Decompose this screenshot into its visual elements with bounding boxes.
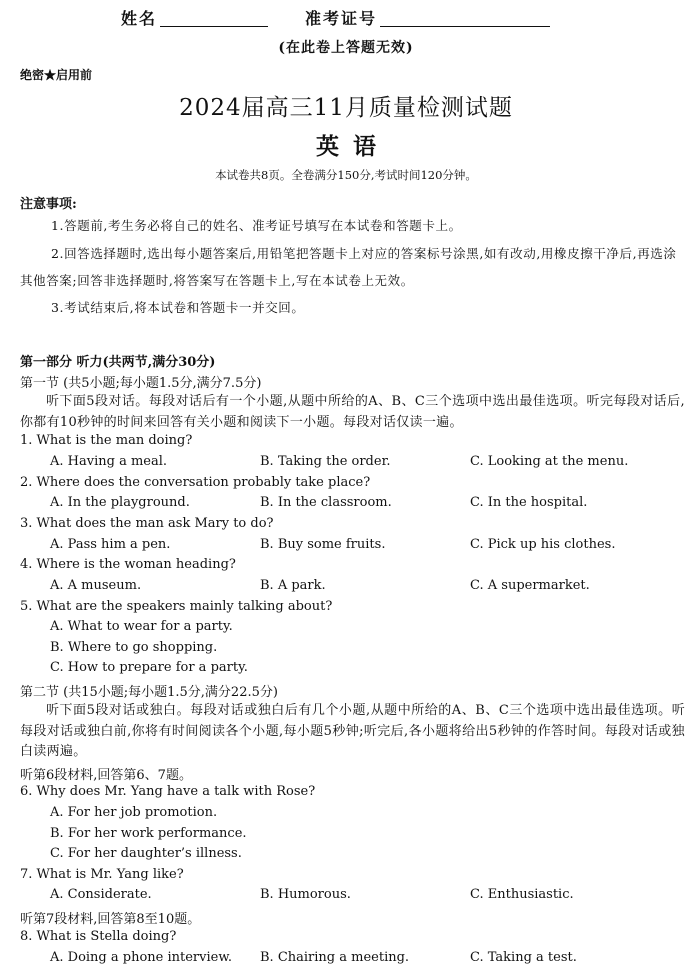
option-b: B. Buy some fruits. xyxy=(260,537,386,552)
option-c: C. Taking a test. xyxy=(470,950,577,965)
question-stem: 4. Where is the woman heading? xyxy=(20,557,236,572)
option-a: A. A museum. xyxy=(50,578,142,593)
question-stem: 8. What is Stella doing? xyxy=(20,929,177,944)
subject-title: 英语 xyxy=(316,133,390,160)
attention-heading: 注意事项: xyxy=(20,197,77,212)
option-a: A. Pass him a pen. xyxy=(50,537,171,552)
option-c: C. In the hospital. xyxy=(470,495,588,510)
option-a: A. For her job promotion. xyxy=(50,805,218,820)
name-label: 姓名 xyxy=(121,9,158,28)
attention-item: 1.答题前,考生务必将自己的姓名、准考证号填写在本试卷和答题卡上。 xyxy=(51,218,462,233)
option-a: A. Doing a phone interview. xyxy=(50,950,233,965)
option-c: C. How to prepare for a party. xyxy=(50,660,248,675)
option-b: B. For her work performance. xyxy=(50,826,247,841)
option-c: C. For her daughter’s illness. xyxy=(50,846,242,861)
answer-invalid-note: (在此卷上答题无效) xyxy=(278,40,414,56)
part1-heading: 第一部分 听力(共两节,满分30分) xyxy=(20,355,216,370)
confidential-label: 绝密★启用前 xyxy=(20,68,93,82)
option-c: C. Looking at the menu. xyxy=(470,454,629,469)
option-a: A. Considerate. xyxy=(50,887,152,902)
option-b: B. Humorous. xyxy=(260,887,351,902)
option-c: C. Enthusiastic. xyxy=(470,887,574,902)
option-a: A. In the playground. xyxy=(50,495,190,510)
section1-instructions: 听下面5段对话。每段对话后有一个小题,从题中所给的A、B、C三个选项中选出最佳选项。听完每段对话后,你都有10秒钟的时间来回答有关小题和阅读下一小题。每段对话仅读一遍。 xyxy=(20,394,685,430)
option-b: B. Where to go shopping. xyxy=(50,640,218,655)
option-b: B. In the classroom. xyxy=(260,495,392,510)
candidate-info-row xyxy=(0,4,692,30)
exam-id-label: 准考证号 xyxy=(305,9,378,28)
exam-id-blank-line xyxy=(380,26,550,27)
question-stem: 7. What is Mr. Yang like? xyxy=(20,867,184,882)
option-c: C. A supermarket. xyxy=(470,578,590,593)
question-stem: 2. Where does the conversation probably take place? xyxy=(20,475,371,490)
option-c: C. Pick up his clothes. xyxy=(470,537,616,552)
exam-meta: 本试卷共8页。全卷满分150分,考试时间120分钟。 xyxy=(215,168,477,182)
question-stem: 5. What are the speakers mainly talking about? xyxy=(20,599,333,614)
option-a: A. Having a meal. xyxy=(50,454,168,469)
option-b: B. A park. xyxy=(260,578,326,593)
name-blank-line xyxy=(160,26,268,27)
section2-heading: 第二节 (共15小题;每小题1.5分,满分22.5分) xyxy=(20,685,278,700)
exam-title: 2024届高三11月质量检测试题 xyxy=(179,95,513,121)
option-b: B. Chairing a meeting. xyxy=(260,950,410,965)
section1-heading: 第一节 (共5小题;每小题1.5分,满分7.5分) xyxy=(20,376,262,391)
option-b: B. Taking the order. xyxy=(260,454,391,469)
question-stem: 3. What does the man ask Mary to do? xyxy=(20,516,274,531)
question-stem: 1. What is the man doing? xyxy=(20,433,193,448)
option-a: A. What to wear for a party. xyxy=(50,619,233,634)
material-7-instruction: 听第7段材料,回答第8至10题。 xyxy=(20,912,201,927)
material-6-instruction: 听第6段材料,回答第6、7题。 xyxy=(20,768,192,783)
attention-item: 2.回答选择题时,选出每小题答案后,用铅笔把答题卡上对应的答案标号涂黑,如有改动,用橡皮擦干净后,再选涂其他答案;回答非选择题时,将答案写在答题卡上,写在本试卷上无效。 xyxy=(20,246,677,288)
attention-item: 3.考试结束后,将本试卷和答题卡一并交回。 xyxy=(51,300,305,315)
section2-instructions: 听下面5段对话或独白。每段对话或独白后有几个小题,从题中所给的A、B、C三个选项中选出最佳选项。听每段对话或独白前,你将有时间阅读各个小题,每小题5秒钟;听完后,各小题将给出5秒钟的作答时间。每段对话或独白读两遍。 xyxy=(20,703,685,760)
question-stem: 6. Why does Mr. Yang have a talk with Rose? xyxy=(20,784,316,799)
